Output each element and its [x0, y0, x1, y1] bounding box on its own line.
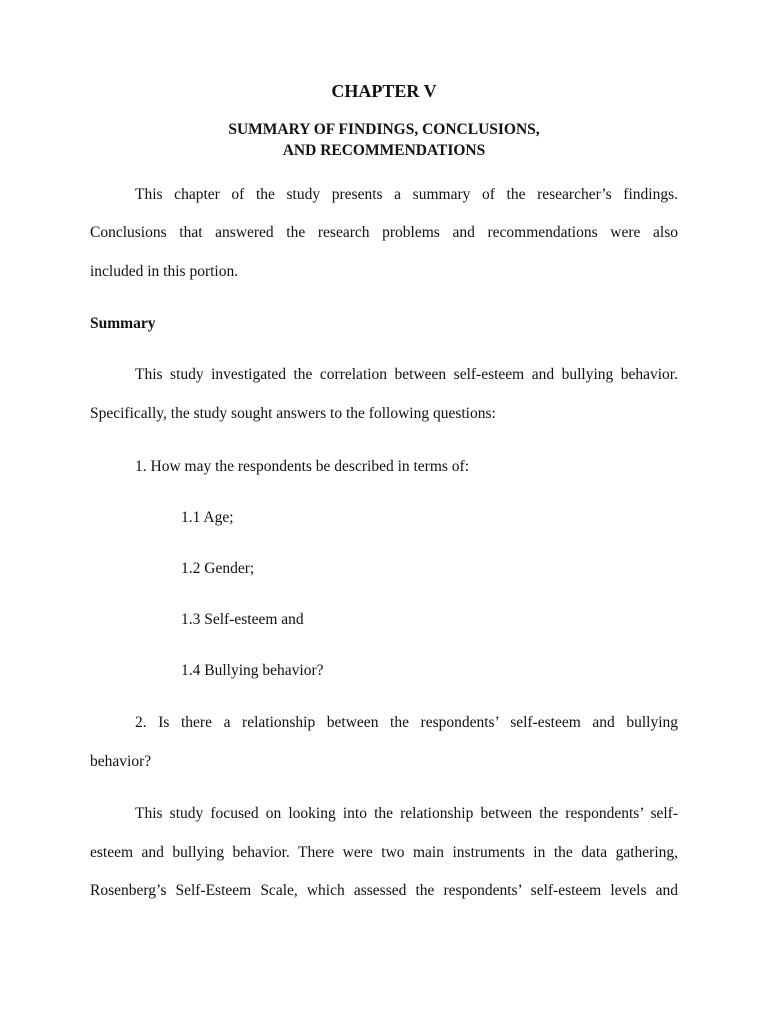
chapter-title: CHAPTER V	[331, 81, 437, 101]
intro-line-2: Conclusions that answered the research problems and recommendations were also	[90, 224, 678, 241]
sub-item-bullying-behavior: 1.4 Bullying behavior?	[181, 662, 324, 679]
chapter-subtitle-line-2: AND RECOMMENDATIONS	[282, 142, 486, 159]
focus-line-1: This study focused on looking into the relationship between the respondents’ self-	[135, 805, 678, 822]
chapter-subtitle-line-1: SUMMARY OF FINDINGS, CONCLUSIONS,	[228, 121, 540, 138]
question-1: 1. How may the respondents be described in terms of:	[135, 458, 470, 475]
intro-line-3: included in this portion.	[90, 263, 239, 280]
question-2-line-1: 2. Is there a relationship between the respondents’ self-esteem and bullying	[135, 714, 678, 731]
intro-line-1: This chapter of the study presents a summary of the researcher’s findings.	[135, 186, 678, 203]
sub-item-age: 1.1 Age;	[181, 509, 234, 526]
sub-item-self-esteem: 1.3 Self-esteem and	[181, 611, 304, 628]
sub-item-gender: 1.2 Gender;	[181, 560, 255, 577]
focus-line-2: esteem and bullying behavior. There were two main instruments in the data gathering,	[90, 844, 678, 861]
focus-line-3: Rosenberg’s Self-Esteem Scale, which assessed the respondents’ self-esteem levels and	[90, 882, 678, 899]
summary-line-2: Specifically, the study sought answers to the following questions:	[90, 405, 496, 422]
summary-line-1: This study investigated the correlation between self-esteem and bullying behavior.	[135, 366, 678, 383]
summary-heading: Summary	[90, 315, 156, 332]
question-2-line-2: behavior?	[90, 753, 152, 770]
